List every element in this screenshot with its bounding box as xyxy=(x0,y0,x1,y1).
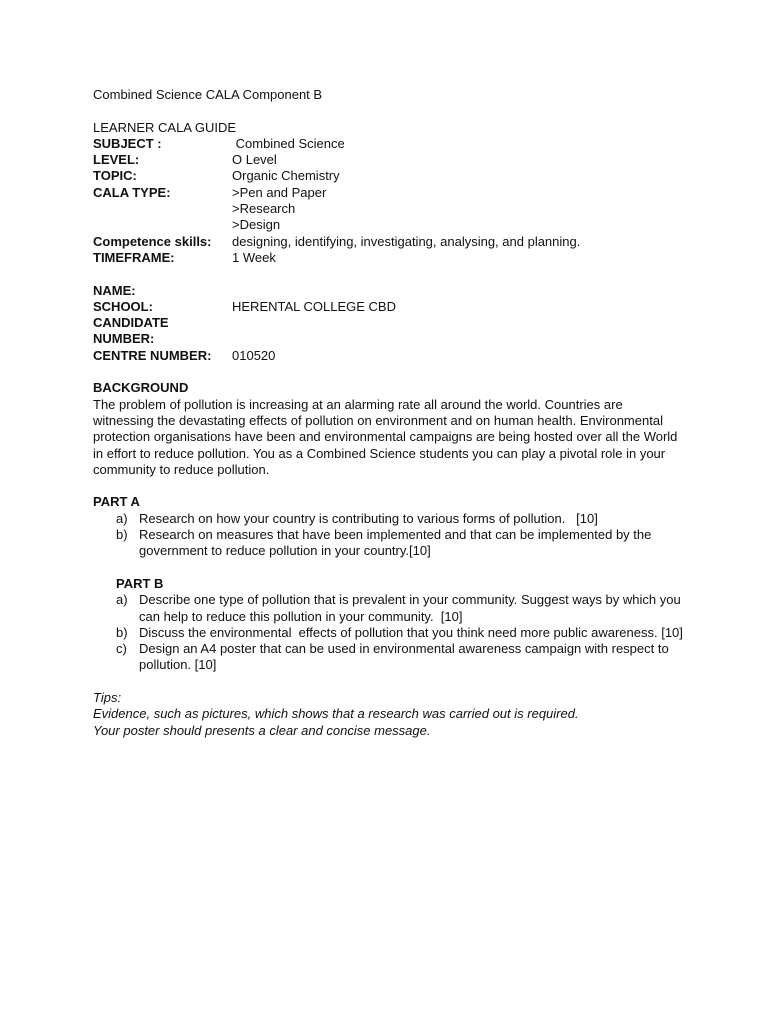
info-label xyxy=(93,201,232,217)
item-marker: a) xyxy=(116,510,128,526)
list-item xyxy=(93,625,683,641)
candidate-value xyxy=(232,283,683,299)
candidate-row-centre-number xyxy=(93,348,683,364)
spacer xyxy=(93,478,683,494)
info-row-competence xyxy=(93,234,683,250)
list-item xyxy=(93,592,683,625)
info-label: TOPIC: xyxy=(93,168,137,184)
part-a-heading: PART A xyxy=(93,494,140,510)
info-row-cala-type-3 xyxy=(93,217,683,233)
candidate-value xyxy=(232,315,683,348)
info-value: 1 Week xyxy=(232,249,276,265)
info-value: >Research xyxy=(232,201,296,217)
info-label: TIMEFRAME: xyxy=(93,249,175,265)
item-text: Describe one type of pollution that is prevalent in your community. Suggest ways by which you can help to reduce this pollution in your community. [10] xyxy=(139,592,685,624)
item-text: Discuss the environmental effects of pollution that you think need more public awareness. [10] xyxy=(139,624,683,640)
candidate-value: 010520 xyxy=(232,347,276,363)
tips-line: Your poster should presents a clear and concise message. xyxy=(93,722,431,738)
spacer xyxy=(93,560,683,576)
document-page xyxy=(93,87,683,739)
spacer xyxy=(93,674,683,690)
part-a-list xyxy=(93,511,683,560)
document-title: Combined Science CALA Component B xyxy=(93,87,323,102)
candidate-table xyxy=(93,283,683,364)
item-marker: b) xyxy=(116,527,128,543)
part-b-list xyxy=(93,592,683,673)
candidate-value: HERENTAL COLLEGE CBD xyxy=(232,298,396,314)
candidate-row-candidate-number xyxy=(93,315,683,348)
item-text: Research on measures that have been implemented and that can be implemented by the government to reduce pollution in your country.[10] xyxy=(139,527,652,559)
background-heading: BACKGROUND xyxy=(93,380,189,396)
info-row-cala-type-2 xyxy=(93,201,683,217)
item-text: Design an A4 poster that can be used in environmental awareness campaign with respect to pollution. [10] xyxy=(139,641,669,673)
background-text: The problem of pollution is increasing at an alarming rate all around the world. Countries are witnessing the devastating effects of pollution on environment and on human health. Environmental protection organisations have been and environmental campaigns are being hosted over all the World in effort to reduce pollution. You as a Combined Science students you can play a pivotal role in your community to reduce pollution. xyxy=(93,396,678,477)
list-item xyxy=(93,527,683,560)
info-row-cala-type xyxy=(93,185,683,201)
tips-heading: Tips: xyxy=(93,689,122,705)
spacer xyxy=(93,364,683,380)
candidate-row-school xyxy=(93,299,683,315)
info-value: Combined Science xyxy=(232,135,345,151)
item-marker: c) xyxy=(116,641,127,657)
item-text: Research on how your country is contributing to various forms of pollution. [10] xyxy=(139,510,598,526)
part-b-heading: PART B xyxy=(116,575,164,591)
spacer xyxy=(93,103,683,119)
info-label xyxy=(93,217,232,233)
spacer xyxy=(93,266,683,282)
candidate-label: SCHOOL: xyxy=(93,298,153,314)
info-row-subject xyxy=(93,136,683,152)
candidate-label: CANDIDATE NUMBER: xyxy=(93,315,169,347)
info-value: >Pen and Paper xyxy=(232,184,327,200)
info-table xyxy=(93,136,683,266)
list-item xyxy=(93,511,683,527)
info-row-level xyxy=(93,152,683,168)
info-value: >Design xyxy=(232,217,281,233)
info-label: Competence skills: xyxy=(93,233,212,249)
candidate-row-name xyxy=(93,283,683,299)
info-value: Organic Chemistry xyxy=(232,168,340,184)
info-value: designing, identifying, investigating, analysing, and planning. xyxy=(232,233,581,249)
item-marker: b) xyxy=(116,624,128,640)
info-row-topic xyxy=(93,168,683,184)
item-marker: a) xyxy=(116,592,128,608)
candidate-label: NAME: xyxy=(93,282,136,298)
info-label: SUBJECT : xyxy=(93,135,162,151)
info-label: CALA TYPE: xyxy=(93,184,171,200)
tips-line: Evidence, such as pictures, which shows that a research was carried out is required. xyxy=(93,706,579,722)
guide-title: LEARNER CALA GUIDE xyxy=(93,119,237,135)
info-row-timeframe xyxy=(93,250,683,266)
info-label: LEVEL: xyxy=(93,152,140,168)
list-item xyxy=(93,641,683,674)
info-value: O Level xyxy=(232,152,277,168)
candidate-label: CENTRE NUMBER: xyxy=(93,347,212,363)
